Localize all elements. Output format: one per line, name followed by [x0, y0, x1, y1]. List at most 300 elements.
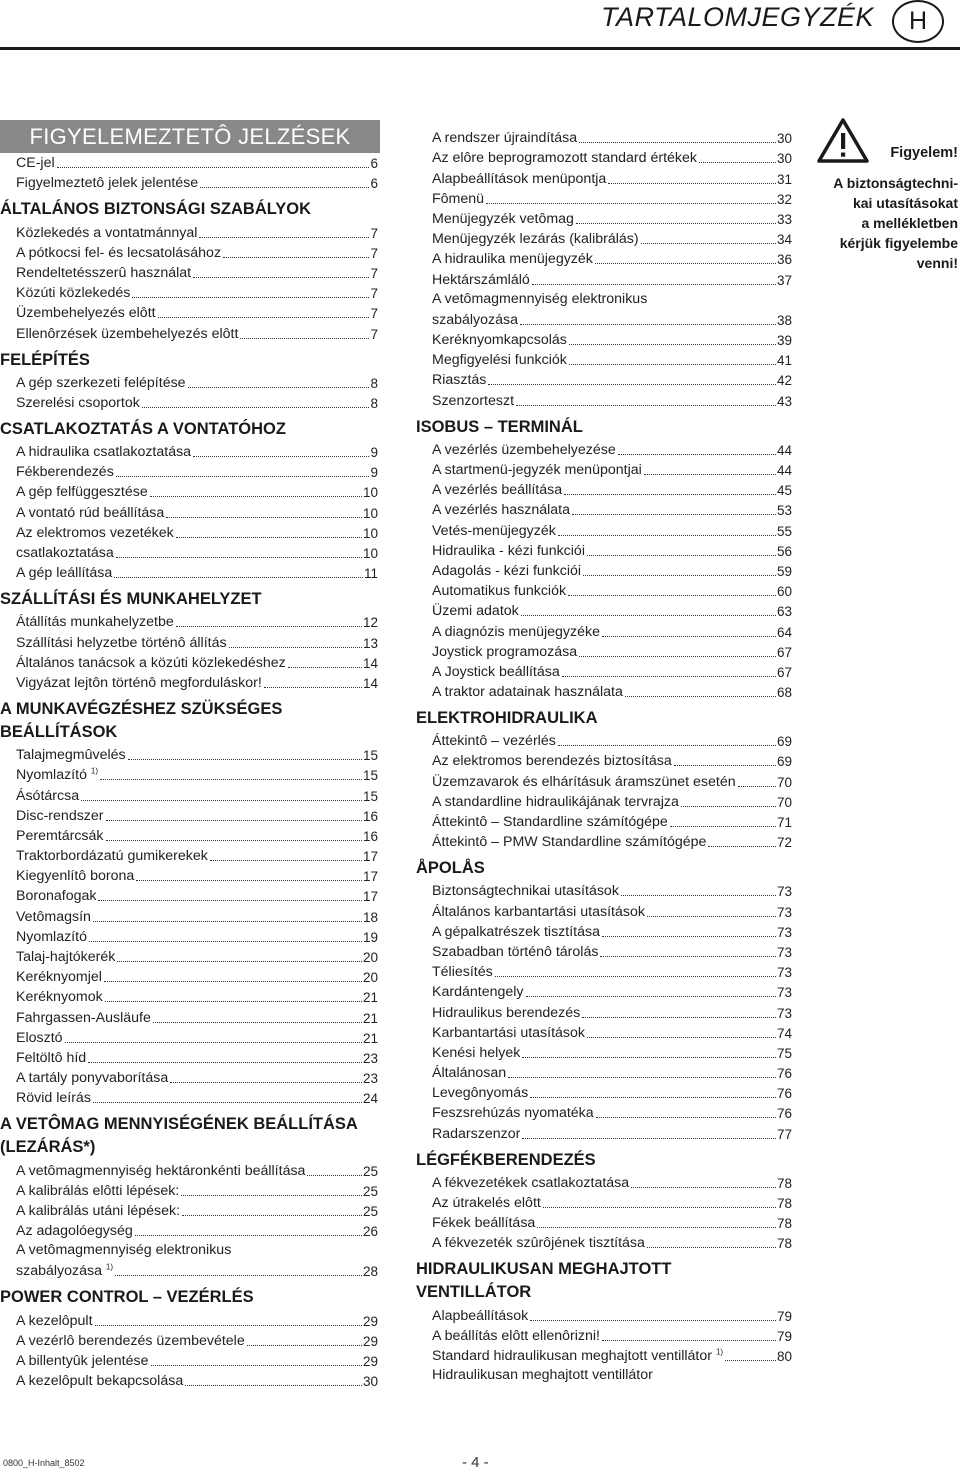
- toc-entry[interactable]: [416, 641, 792, 661]
- dot-leader: [587, 1037, 776, 1038]
- dot-leader: [81, 800, 362, 801]
- toc-page-number: 24: [362, 1091, 378, 1107]
- toc-entry[interactable]: [416, 580, 792, 600]
- toc-entry-title-text: Kiegyenlítô borona: [16, 868, 135, 885]
- toc-entry[interactable]: [0, 1067, 378, 1087]
- toc-entry[interactable]: [416, 900, 792, 920]
- toc-entry-title-text: Szállítási helyzetbe történô állítás: [16, 634, 227, 651]
- dot-leader: [522, 1057, 776, 1058]
- toc-entry-title-text: A vezérlés üzembehelyezése: [432, 441, 616, 458]
- toc-entry[interactable]: [0, 1309, 378, 1329]
- toc-entry[interactable]: [416, 389, 792, 409]
- toc-page-number: 39: [776, 333, 792, 349]
- toc-entry[interactable]: [416, 540, 792, 560]
- dot-leader: [105, 1001, 362, 1002]
- toc-entry-title: [16, 1353, 149, 1370]
- toc-entry-title-text: Feszsrehúzás nyomatéka: [432, 1105, 594, 1122]
- toc-entry[interactable]: [416, 620, 792, 640]
- toc-entry-title: [432, 171, 606, 188]
- toc-entry[interactable]: [0, 966, 378, 986]
- toc-entry[interactable]: [416, 560, 792, 580]
- toc-entry-title-text: Általános karbantartási utasítások: [432, 903, 645, 920]
- toc-section-heading: [0, 343, 378, 372]
- warning-line: kérjük figyelembe: [839, 235, 958, 251]
- dot-leader: [93, 921, 362, 922]
- toc-page-number: 9: [370, 445, 378, 461]
- toc-entry-title-text: A standardline hidraulikájának tervrajza: [432, 793, 679, 810]
- toc-entry-title: [432, 1328, 600, 1345]
- toc-entry[interactable]: [0, 1260, 378, 1280]
- toc-entry-title: [432, 393, 514, 410]
- toc-page-number: 21: [362, 990, 378, 1006]
- toc-page-number: 18: [362, 909, 378, 925]
- warning-line: venni!: [916, 255, 958, 271]
- toc-entry[interactable]: [416, 791, 792, 811]
- toc-entry-title: [16, 909, 91, 926]
- dot-leader: [65, 1042, 362, 1043]
- toc-entry-title: [432, 352, 567, 369]
- toc-entry-title: [16, 525, 174, 542]
- toc-entry-title: [16, 788, 79, 805]
- footnote-marker: 1): [105, 1262, 114, 1272]
- toc-entry[interactable]: [0, 926, 378, 946]
- toc-entry-title-text: Az elektromos berendezés biztosítása: [432, 753, 672, 770]
- toc-page-number: 6: [370, 156, 378, 172]
- toc-entry[interactable]: [416, 1102, 792, 1122]
- toc-entry[interactable]: [416, 831, 792, 851]
- toc-entry[interactable]: [0, 1180, 378, 1200]
- toc-entry[interactable]: [416, 1232, 792, 1252]
- toc-entry-title-text: Peremtárcsák: [16, 827, 104, 844]
- toc-entry-title-text: Nyomlazító: [16, 767, 87, 784]
- toc-page-number: 60: [776, 584, 792, 600]
- toc-page-number: 14: [362, 675, 378, 691]
- toc-entry-title: [432, 272, 530, 289]
- toc-entry-title-text: Ásótárcsa: [16, 787, 80, 804]
- toc-page-number: 76: [776, 1086, 792, 1102]
- dot-leader: [176, 537, 362, 538]
- toc-entry[interactable]: [416, 750, 792, 770]
- toc-entry[interactable]: [0, 1027, 378, 1047]
- toc-page-number: 56: [776, 543, 792, 559]
- toc-entry-title-text: Nyomlazító: [16, 928, 87, 945]
- toc-entry-title: [16, 1030, 63, 1047]
- toc-entry-title-text: Menüjegyzék vetômag: [432, 210, 574, 227]
- toc-entry-title: [432, 502, 570, 519]
- toc-entry[interactable]: [416, 1022, 792, 1042]
- dot-leader: [558, 745, 776, 746]
- header-rule: [0, 47, 960, 50]
- toc-entry[interactable]: [0, 392, 378, 412]
- toc-entry[interactable]: [416, 811, 792, 831]
- dot-leader: [142, 407, 370, 408]
- toc-entry-title: [16, 655, 286, 672]
- toc-section-heading-line: VENTILLÁTOR: [416, 1283, 532, 1302]
- toc-entry-title: [16, 1070, 168, 1087]
- toc-page-number: 6: [370, 176, 378, 192]
- toc-entry-title-text: Levegônyomás: [432, 1085, 529, 1102]
- toc-entry[interactable]: [416, 369, 792, 389]
- toc-entry-title: [16, 614, 174, 631]
- toc-page-number: 25: [362, 1183, 378, 1199]
- toc-entry[interactable]: [0, 865, 378, 885]
- toc-page-number: 53: [776, 503, 792, 519]
- toc-entry[interactable]: [0, 825, 378, 845]
- toc-page-number: 63: [776, 604, 792, 620]
- toc-entry-title-text: Kenési helyek: [432, 1044, 521, 1061]
- toc-entry[interactable]: [0, 481, 378, 501]
- toc-page-number: 73: [776, 965, 792, 981]
- toc-page-number: 34: [776, 232, 792, 248]
- dot-leader: [181, 1195, 362, 1196]
- toc-entry-title: [432, 1045, 520, 1062]
- toc-entry-title-text: A vezérlés használata: [432, 502, 571, 519]
- toc-page-number: 10: [362, 546, 378, 561]
- toc-entry[interactable]: [416, 479, 792, 499]
- dot-leader: [516, 405, 776, 406]
- dot-leader: [95, 1325, 362, 1326]
- toc-page-number: 15: [362, 748, 378, 764]
- toc-entry-title-text: A kalibrálás utáni lépések:: [16, 1202, 181, 1219]
- toc-entry[interactable]: [416, 880, 792, 900]
- dot-leader: [132, 297, 369, 298]
- toc-entry-title: [432, 814, 668, 831]
- toc-entry-title-text: Az adagolóegység: [16, 1223, 133, 1240]
- toc-page-number: 43: [776, 393, 792, 409]
- footer-code: 0800_H-Inhalt_8502: [3, 1458, 85, 1468]
- toc-entry-title: [432, 442, 616, 459]
- toc-entry-title-text: Áttekintô – Standardline számítógépe: [432, 814, 668, 830]
- toc-entry-title-text: Alapbeállítások: [432, 1307, 529, 1324]
- toc-entry[interactable]: [416, 349, 792, 369]
- toc-entry-title-text: A Joystick beállítása: [432, 663, 560, 680]
- toc-entry-title: [16, 505, 164, 522]
- toc-page-number: 23: [362, 1071, 378, 1087]
- toc-section-heading-line: LÉGFÉKBERENDEZÉS: [416, 1150, 596, 1169]
- toc-entry[interactable]: [0, 302, 378, 322]
- toc-entry[interactable]: [0, 905, 378, 925]
- toc-entry-title-text: A gép felfüggesztése: [16, 484, 148, 501]
- toc-entry-title: [16, 285, 130, 302]
- toc-page-number: 10: [362, 505, 378, 521]
- toc-entry[interactable]: [0, 441, 378, 461]
- toc-page-number: 7: [370, 286, 378, 302]
- toc-page-number: 25: [362, 1203, 378, 1219]
- toc-entry[interactable]: [416, 921, 792, 941]
- toc-entry-title: [432, 774, 736, 791]
- toc-entry-title-text: Keréknyomjel: [16, 969, 102, 986]
- toc-entry[interactable]: [0, 461, 378, 481]
- toc-entry[interactable]: [0, 152, 378, 172]
- toc-page-number: 8: [370, 375, 378, 391]
- toc-entry-title: [432, 944, 598, 961]
- toc-entry[interactable]: [416, 1082, 792, 1102]
- toc-page-number: 20: [362, 970, 378, 986]
- toc-entry[interactable]: [0, 242, 378, 262]
- toc-entry[interactable]: [0, 1330, 378, 1350]
- toc-entry[interactable]: [0, 501, 378, 521]
- toc-entry[interactable]: [0, 322, 378, 342]
- toc-entry[interactable]: [416, 730, 792, 750]
- toc-entry[interactable]: [0, 1047, 378, 1067]
- toc-section-heading: [0, 412, 378, 441]
- dot-leader: [579, 656, 776, 657]
- toc-entry-title-text: Rövid leírás: [16, 1090, 91, 1107]
- toc-entry-title-text: Üzemzavarok és elhárításuk áramszünet esetén: [432, 773, 736, 790]
- toc-entry-title-text: Vetés-menüjegyzék: [432, 522, 556, 539]
- toc-entry[interactable]: [0, 172, 378, 192]
- dot-leader: [674, 765, 776, 766]
- toc-entry-title: [16, 484, 148, 501]
- dot-leader: [558, 535, 776, 536]
- toc-entry-title-text: Megfigyelési funkciók: [432, 352, 567, 369]
- toc-page-number: 67: [776, 644, 792, 660]
- toc-entry-title: [16, 888, 96, 905]
- dot-leader: [644, 474, 776, 475]
- toc-entry[interactable]: [416, 661, 792, 681]
- toc-entry[interactable]: [416, 147, 792, 167]
- toc-entry-title-text: Az útrakelés elôtt: [432, 1195, 541, 1211]
- toc-entry[interactable]: [0, 1087, 378, 1107]
- language-badge: H: [892, 0, 944, 43]
- footer-page-number: - 4 -: [462, 1454, 489, 1471]
- toc-entry-title-text: Üzemi adatok: [432, 603, 519, 620]
- toc-section-heading-line: HIDRAULIKUSAN MEGHAJTOTT: [416, 1260, 672, 1279]
- toc-entry[interactable]: [0, 744, 378, 764]
- toc-entry-title: [432, 462, 642, 479]
- toc-entry-title-text: Feltöltô híd: [16, 1049, 87, 1066]
- toc-entry-title: [432, 733, 556, 750]
- toc-left-column: [0, 152, 378, 1390]
- toc-entry[interactable]: [416, 1345, 792, 1365]
- dot-leader: [537, 1227, 776, 1228]
- toc-entry[interactable]: [416, 188, 792, 208]
- toc-page-number: 76: [776, 1106, 792, 1122]
- toc-entry[interactable]: [0, 372, 378, 392]
- toc-page-number: 70: [776, 794, 792, 810]
- toc-entry[interactable]: [416, 1172, 792, 1192]
- toc-entry[interactable]: [0, 672, 378, 692]
- dot-leader: [608, 183, 776, 184]
- toc-entry-title-text: Általánosan: [432, 1065, 507, 1082]
- toc-entry[interactable]: [416, 329, 792, 349]
- toc-section-heading-line: SZÁLLÍTÁSI ÉS MUNKAHELYZET: [0, 590, 262, 609]
- toc-entry-title-text: A kezelôpult: [16, 1312, 93, 1329]
- toc-entry[interactable]: [416, 1304, 792, 1324]
- dot-leader: [647, 1247, 776, 1248]
- toc-entry[interactable]: [0, 805, 378, 825]
- toc-entry[interactable]: [416, 600, 792, 620]
- dot-leader: [223, 257, 369, 258]
- toc-entry[interactable]: [416, 208, 792, 228]
- toc-entry[interactable]: [416, 309, 792, 329]
- dot-leader: [176, 626, 362, 627]
- toc-entry[interactable]: [416, 1062, 792, 1082]
- dot-leader: [670, 826, 776, 827]
- toc-page-number: 10: [362, 485, 378, 501]
- toc-entry[interactable]: [0, 542, 378, 562]
- toc-entry-title: [432, 684, 623, 701]
- toc-entry[interactable]: [416, 770, 792, 790]
- toc-entry-title-text: A vezérlés beállítása: [432, 482, 563, 499]
- dot-leader: [595, 263, 776, 264]
- toc-entry-title-text: Fahrgassen-Ausläufe: [16, 1009, 151, 1026]
- toc-entry[interactable]: [0, 1350, 378, 1370]
- toc-entry-title: [432, 603, 519, 620]
- toc-entry-title: [432, 834, 706, 851]
- dot-leader: [136, 880, 362, 881]
- toc-entry-title-text: A rendszer újraindítása: [432, 130, 578, 147]
- toc-page-number: 73: [776, 944, 792, 960]
- footnote-marker: 1): [715, 1347, 724, 1357]
- dot-leader: [625, 696, 776, 697]
- toc-entry-title: [432, 883, 619, 900]
- toc-entry-title: [432, 583, 566, 600]
- dot-leader: [520, 324, 776, 325]
- dot-leader: [583, 575, 776, 576]
- toc-entry-title-text: Talaj-hajtókerék: [16, 949, 116, 965]
- toc-entry-title: [432, 1085, 528, 1102]
- toc-entry-title: [16, 969, 102, 986]
- toc-page-number: 76: [776, 1066, 792, 1082]
- dot-leader: [488, 384, 776, 385]
- toc-entry[interactable]: [416, 1001, 792, 1021]
- toc-page-number: 10: [362, 525, 378, 541]
- dot-leader: [647, 916, 776, 917]
- toc-entry-title-text: Szabadban történô tárolás: [432, 943, 599, 960]
- toc-section-heading-line: ÅPOLÅS: [416, 859, 485, 878]
- toc-entry-title-text: Közlekedés a vontatmánnyal: [16, 224, 198, 241]
- toc-entry-title: [16, 395, 140, 412]
- toc-entry[interactable]: [0, 522, 378, 542]
- toc-page-number: 78: [776, 1196, 792, 1211]
- dot-leader: [725, 1360, 776, 1361]
- toc-entry[interactable]: [0, 885, 378, 905]
- toc-entry[interactable]: [0, 652, 378, 672]
- dot-leader: [116, 557, 362, 558]
- toc-entry[interactable]: [0, 611, 378, 631]
- dot-leader: [543, 1207, 776, 1208]
- toc-page-number: 73: [776, 884, 792, 900]
- toc-page-number: 31: [776, 171, 792, 187]
- toc-page-number: 78: [776, 1175, 792, 1191]
- toc-entry[interactable]: [416, 681, 792, 701]
- section-banner: FIGYELEMEZTETÔ JELZÉSEK: [0, 120, 380, 153]
- toc-entry[interactable]: [0, 845, 378, 865]
- dot-leader: [738, 786, 776, 787]
- toc-entry-title: [16, 1163, 305, 1180]
- toc-entry[interactable]: [0, 986, 378, 1006]
- toc-page-number: 17: [362, 869, 378, 885]
- dot-leader: [618, 454, 776, 455]
- toc-entry-title: [16, 565, 112, 582]
- toc-entry-title: [432, 924, 600, 941]
- toc-entry-title-text: Karbantartási utasítások: [432, 1024, 585, 1041]
- dot-leader: [631, 1187, 776, 1188]
- toc-entry[interactable]: [0, 946, 378, 966]
- toc-page-number: 79: [776, 1308, 792, 1324]
- toc-page-number: 45: [776, 483, 792, 499]
- toc-page-number: 21: [362, 1030, 378, 1046]
- dot-leader: [708, 846, 776, 847]
- toc-entry[interactable]: [0, 1006, 378, 1026]
- toc-entry[interactable]: [416, 127, 792, 147]
- toc-entry[interactable]: [0, 282, 378, 302]
- dot-leader: [579, 142, 776, 143]
- dot-leader: [288, 667, 362, 668]
- toc-entry[interactable]: [416, 519, 792, 539]
- toc-entry[interactable]: [0, 1200, 378, 1220]
- toc-entry-title-text: Disc-rendszer: [16, 807, 104, 824]
- toc-section-heading: [0, 582, 378, 611]
- toc-entry[interactable]: [0, 1159, 378, 1179]
- toc-entry[interactable]: [0, 221, 378, 241]
- toc-entry[interactable]: [416, 1192, 792, 1212]
- toc-entry-title-text: A billentyûk jelentése: [16, 1353, 149, 1369]
- dot-leader: [532, 284, 776, 285]
- toc-entry[interactable]: [416, 1122, 792, 1142]
- toc-entry-title: [432, 563, 581, 580]
- toc-page-number: 79: [776, 1328, 792, 1344]
- toc-entry-title-text: A gép szerkezeti felépítése: [16, 374, 186, 391]
- toc-entry[interactable]: [416, 499, 792, 519]
- toc-entry-title: [432, 130, 577, 147]
- toc-page-number: 41: [776, 353, 792, 369]
- toc-entry[interactable]: [0, 1370, 378, 1390]
- toc-entry[interactable]: [0, 1220, 378, 1240]
- toc-entry-title-text: Átállítás munkahelyzetbe: [16, 614, 174, 631]
- toc-entry-title: [432, 1175, 629, 1192]
- toc-entry[interactable]: [0, 764, 378, 784]
- toc-entry[interactable]: [0, 784, 378, 804]
- toc-entry[interactable]: [416, 1212, 792, 1232]
- toc-entry-title-text: Fékberendezés: [16, 464, 114, 481]
- toc-entry[interactable]: [416, 981, 792, 1001]
- toc-entry-title: [16, 1090, 91, 1107]
- toc-entry[interactable]: [0, 631, 378, 651]
- toc-entry[interactable]: [416, 268, 792, 288]
- toc-entry[interactable]: [416, 941, 792, 961]
- toc-section-heading: [416, 1252, 792, 1304]
- toc-entry-title-text: A beállítás elôtt ellenôrizni!: [432, 1327, 600, 1344]
- toc-entry-title-text: A hidraulika menüjegyzék: [432, 251, 593, 268]
- toc-entry[interactable]: [416, 1042, 792, 1062]
- toc-entry[interactable]: [416, 961, 792, 981]
- dot-leader: [569, 344, 776, 345]
- toc-entry[interactable]: [0, 262, 378, 282]
- toc-entry[interactable]: [416, 439, 792, 459]
- toc-entry[interactable]: [416, 248, 792, 268]
- toc-entry[interactable]: [0, 562, 378, 582]
- toc-page-number: 73: [776, 904, 792, 920]
- toc-entry-title: [16, 808, 104, 825]
- toc-entry[interactable]: [416, 459, 792, 479]
- dot-leader: [229, 647, 362, 648]
- toc-page-number: 16: [362, 828, 378, 844]
- toc-entry[interactable]: [416, 167, 792, 187]
- toc-entry-title: [16, 1203, 180, 1220]
- dot-leader: [572, 514, 776, 515]
- toc-entry[interactable]: [416, 228, 792, 248]
- toc-entry-title: [432, 664, 560, 681]
- footnote-marker: 1): [90, 766, 99, 776]
- dot-leader: [93, 1102, 362, 1103]
- toc-entry-title-text: Riasztás: [432, 372, 487, 389]
- toc-entry-title-text: Áttekintô – vezérlés: [432, 733, 556, 750]
- toc-entry-title: [432, 964, 493, 981]
- toc-page-number: 20: [362, 950, 378, 965]
- toc-entry[interactable]: [416, 1325, 792, 1345]
